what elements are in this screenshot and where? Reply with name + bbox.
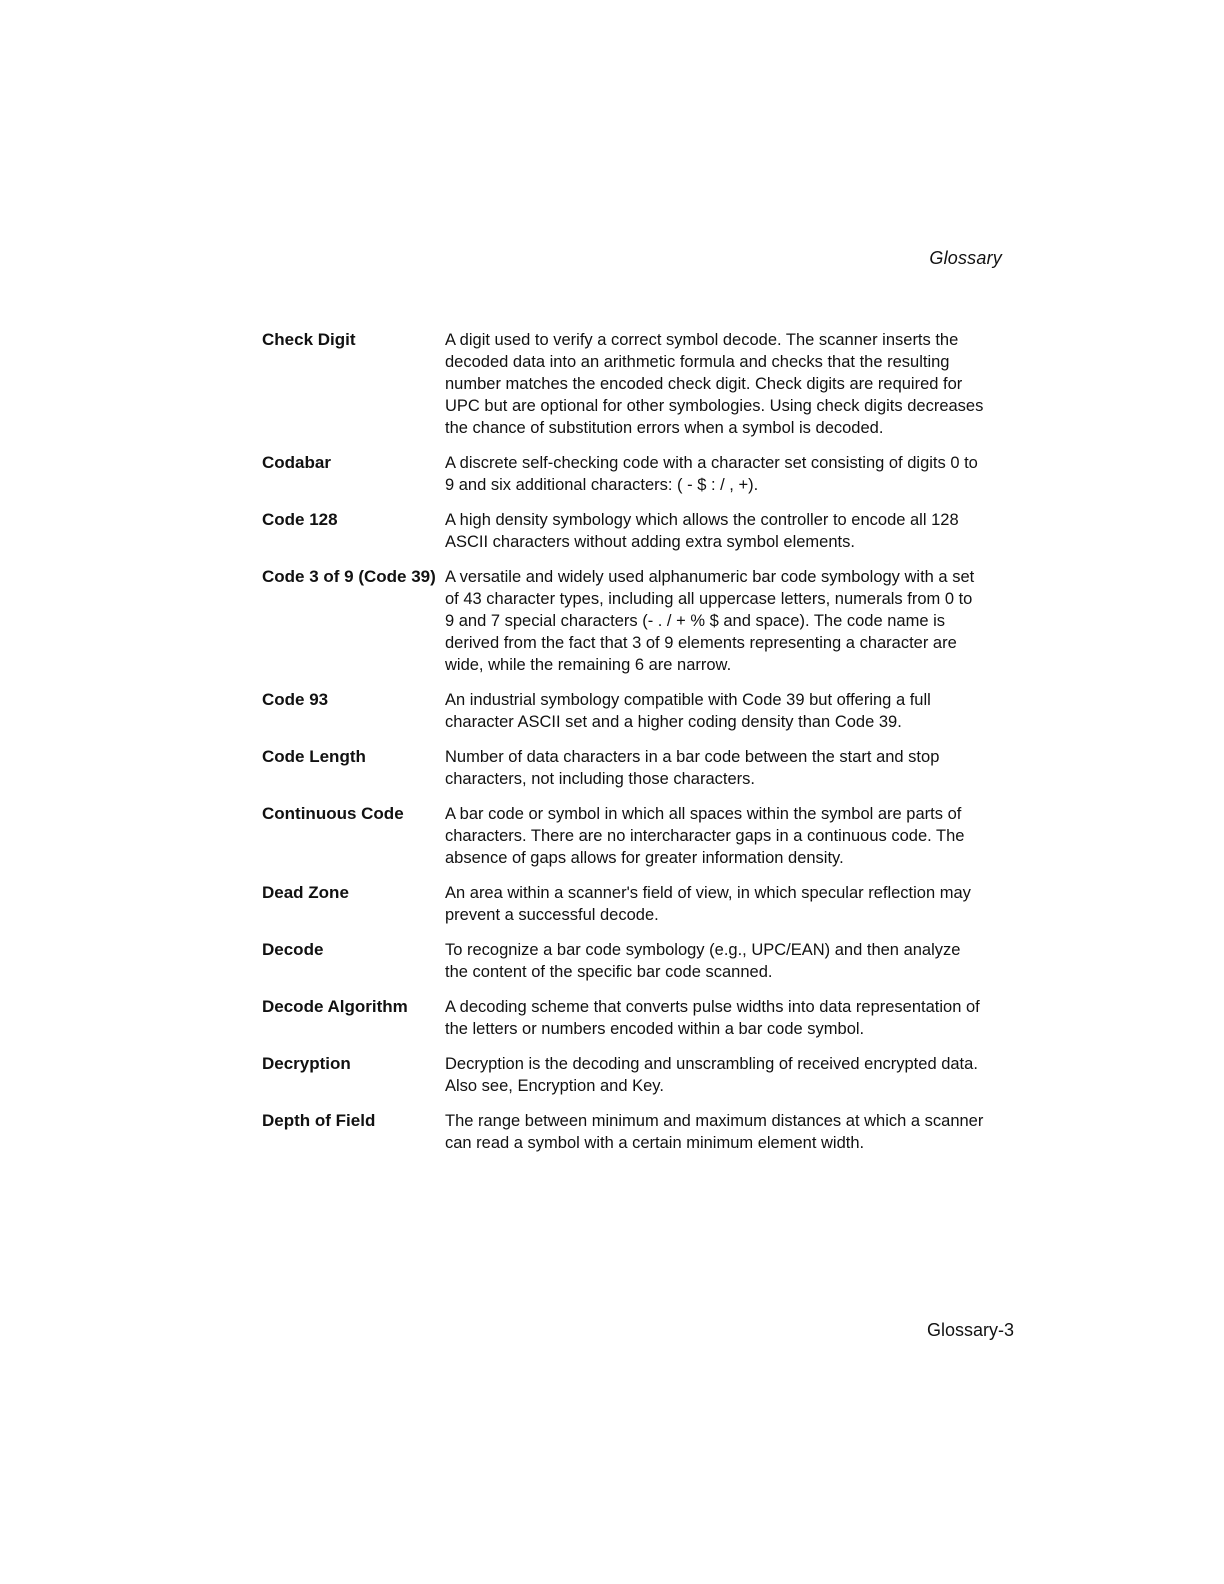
glossary-term: Dead Zone [262,883,349,902]
glossary-term: Continuous Code [262,804,404,823]
running-header: Glossary [929,248,1002,268]
glossary-list [262,329,992,1167]
glossary-definition: Decryption is the decoding and unscrambling of received encrypted data. Also see, Encryption and Key. [445,1055,978,1095]
glossary-entry [262,1110,992,1154]
page-number: Glossary-3 [926,1320,1014,1340]
glossary-definition: The range between minimum and maximum distances at which a scanner can read a symbol with a certain minimum element width. [445,1112,984,1152]
glossary-term: Check Digit [262,330,356,349]
glossary-term: Code 93 [262,690,329,709]
glossary-entry [262,329,992,439]
glossary-definition: An industrial symbology compatible with Code 39 but offering a full character ASCII set and a higher coding density than Code 39. [445,691,931,731]
glossary-definition: A bar code or symbol in which all spaces within the symbol are parts of characters. There are no intercharacter gaps in a continuous code. The absence of gaps allows for greater information density. [445,805,965,867]
glossary-definition: To recognize a bar code symbology (e.g., UPC/EAN) and then analyze the content of the specific bar code scanned. [445,941,961,981]
glossary-definition: A high density symbology which allows the controller to encode all 128 ASCII characters without adding extra symbol elements. [445,511,959,551]
glossary-term: Codabar [262,453,331,472]
glossary-entry [262,566,992,676]
glossary-term: Decode [262,940,324,959]
glossary-definition: A versatile and widely used alphanumeric bar code symbology with a set of 43 character types, including all uppercase letters, numerals from 0 to 9 and 7 special characters (- . / + % $ and space). The code name is derived from the fact that 3 of 9 elements representing a character are wide, while the remaining 6 are narrow. [445,568,975,674]
glossary-term: Code 3 of 9 (Code 39) [262,567,436,586]
glossary-entry [262,452,992,496]
glossary-definition: A discrete self-checking code with a character set consisting of digits 0 to 9 and six additional characters: ( - $ : / , +). [445,454,978,494]
glossary-entry [262,1053,992,1097]
glossary-entry [262,746,992,790]
glossary-definition: A digit used to verify a correct symbol decode. The scanner inserts the decoded data into an arithmetic formula and checks that the resulting number matches the encoded check digit. Check digits are required for UPC but are optional for other symbologies. Using check digits decreases the chance of substitution errors when a symbol is decoded. [445,331,984,437]
glossary-entry [262,509,992,553]
glossary-entry [262,939,992,983]
glossary-term: Decode Algorithm [262,997,408,1016]
glossary-definition: Number of data characters in a bar code between the start and stop characters, not including those characters. [445,748,940,788]
glossary-term: Code Length [262,747,366,766]
glossary-term: Depth of Field [262,1111,376,1130]
glossary-entry [262,803,992,869]
glossary-definition: A decoding scheme that converts pulse widths into data representation of the letters or numbers encoded within a bar code symbol. [445,998,980,1038]
glossary-entry [262,996,992,1040]
glossary-term: Decryption [262,1054,351,1073]
glossary-term: Code 128 [262,510,338,529]
glossary-definition: An area within a scanner's field of view, in which specular reflection may prevent a successful decode. [445,884,971,924]
glossary-entry [262,689,992,733]
glossary-entry [262,882,992,926]
